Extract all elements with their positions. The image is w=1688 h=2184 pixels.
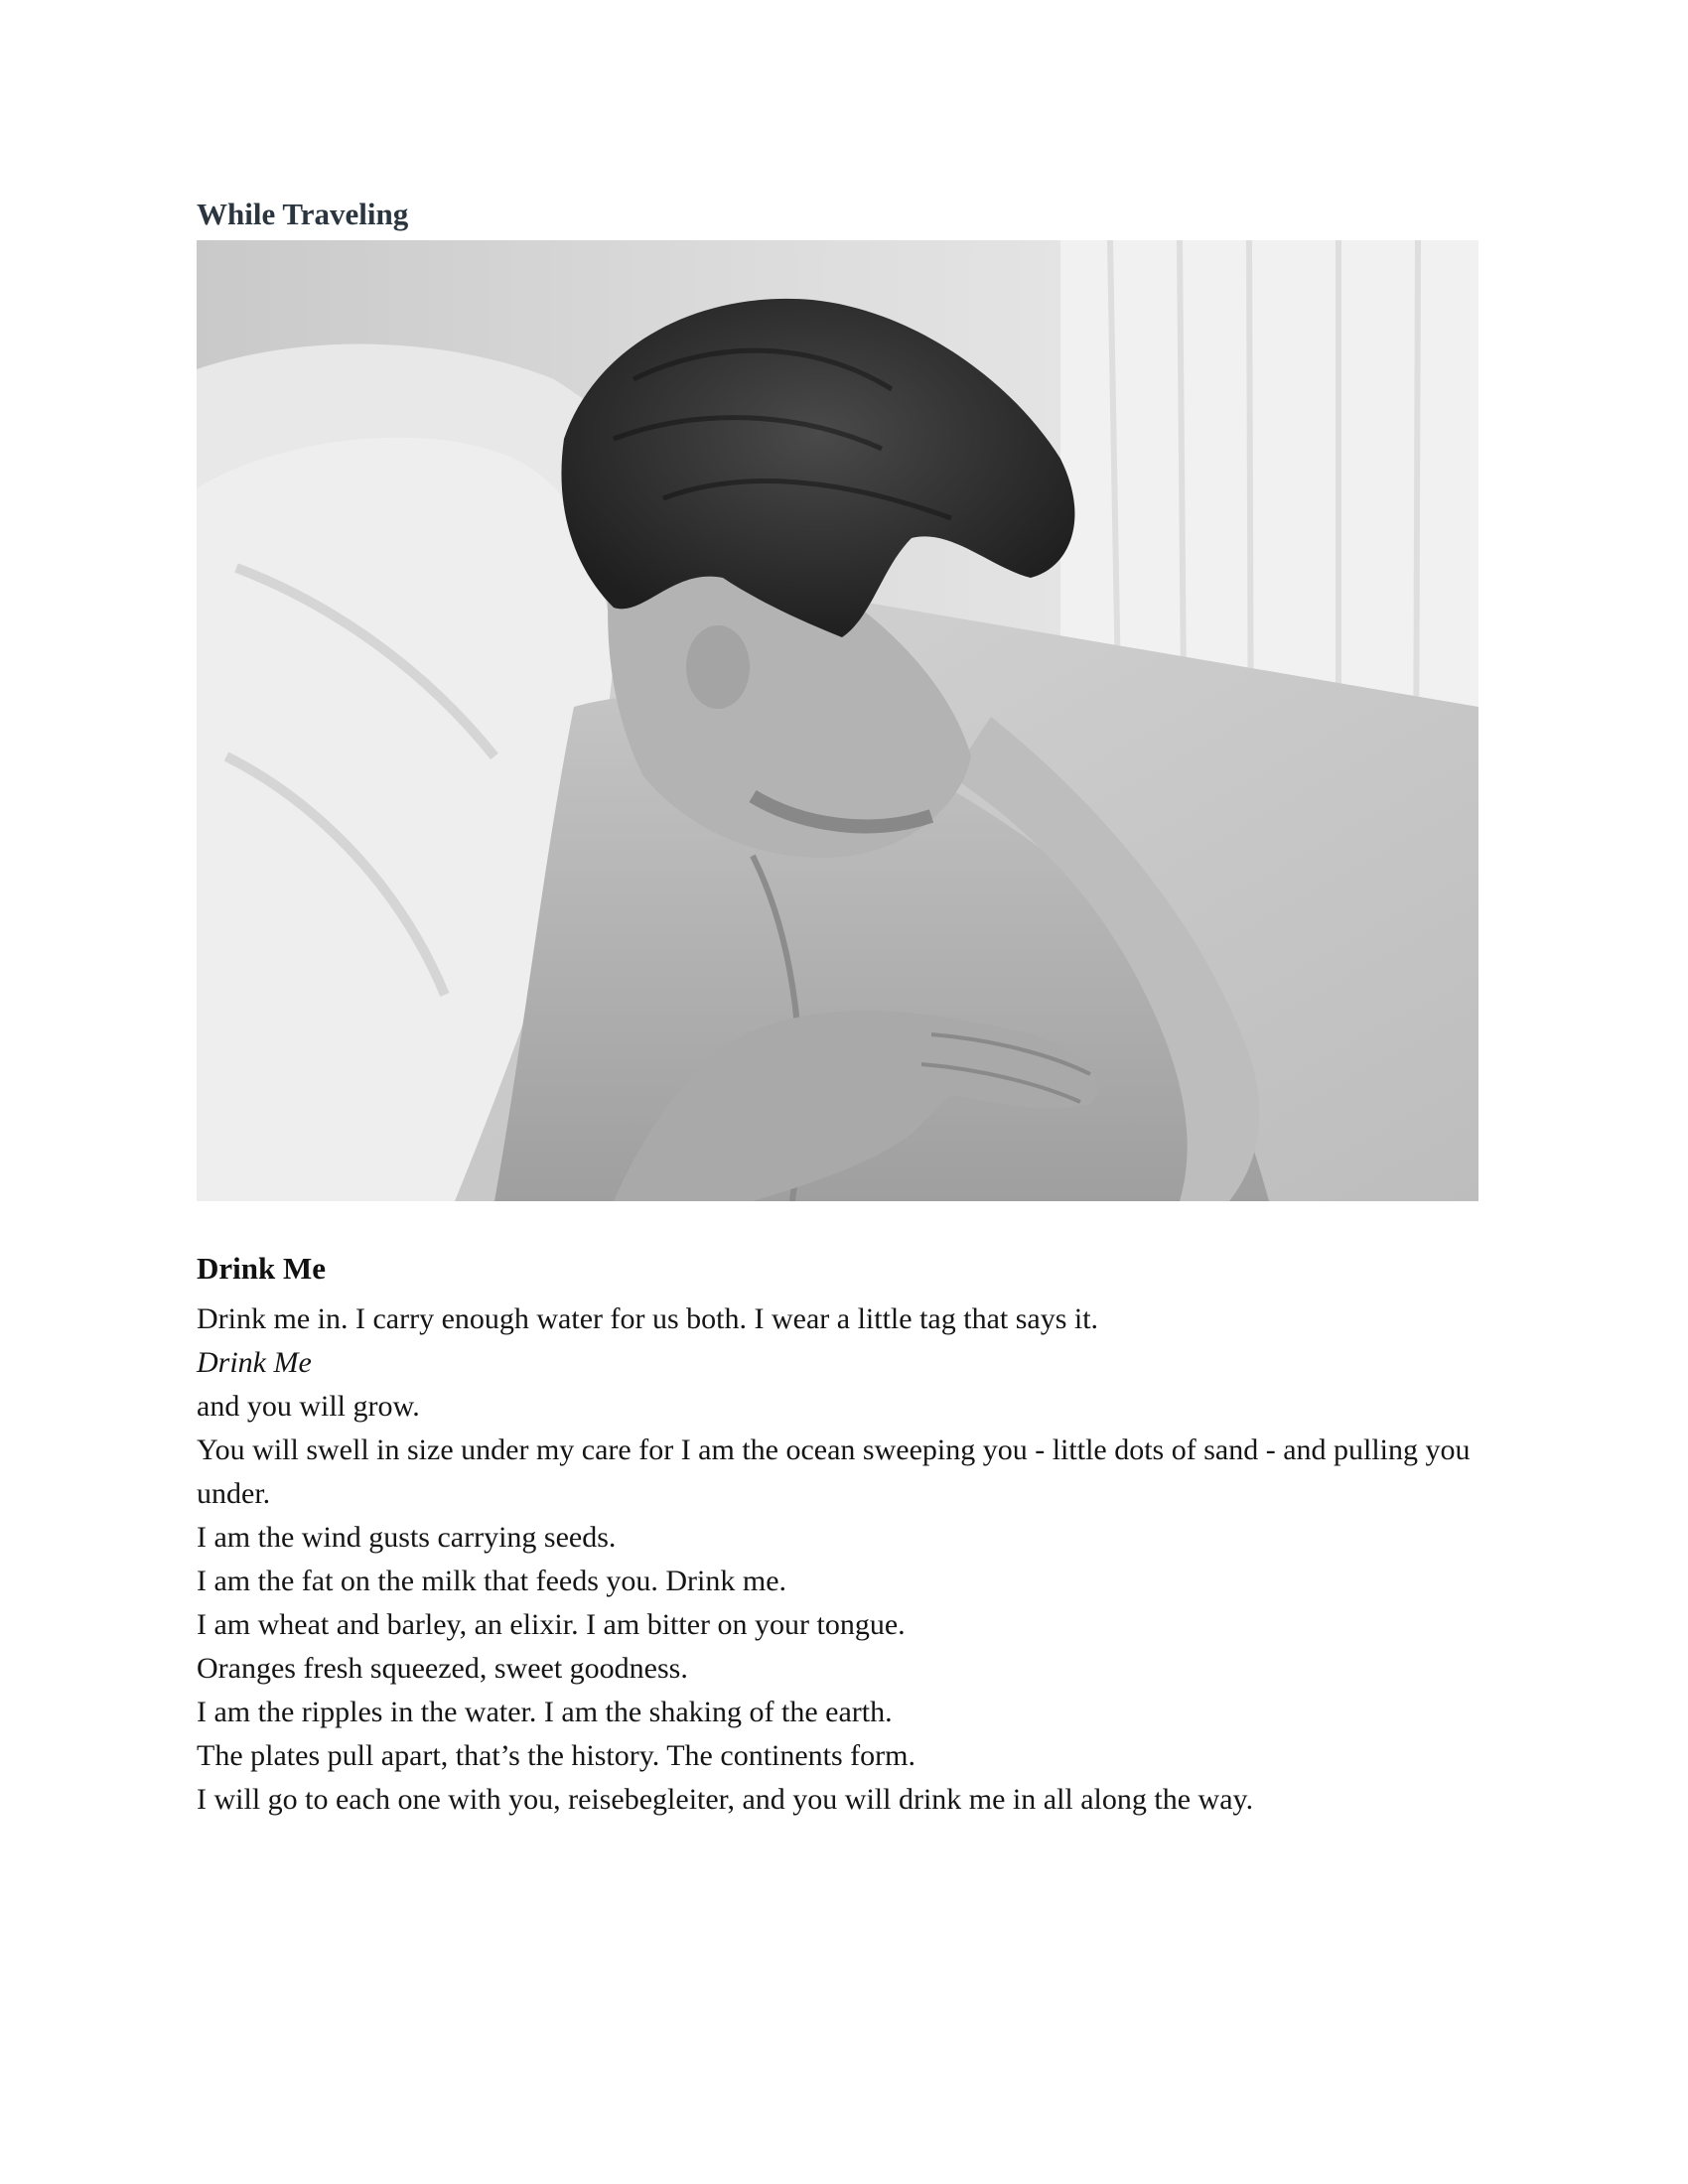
poem-line: I am the fat on the milk that feeds you. Drink me. xyxy=(197,1565,787,1597)
poem-line: I am the ripples in the water. I am the shaking of the earth. xyxy=(197,1696,893,1728)
poem-line: Oranges fresh squeezed, sweet goodness. xyxy=(197,1652,688,1685)
poem-line: I will go to each one with you, reisebegleiter, and you will drink me in all along the way. xyxy=(197,1783,1254,1816)
poem-line: I am the wind gusts carrying seeds. xyxy=(197,1521,617,1554)
poem-line: I am wheat and barley, an elixir. I am bitter on your tongue. xyxy=(197,1608,906,1641)
poem-title: Drink Me xyxy=(197,1251,327,1286)
section-title: While Traveling xyxy=(197,197,409,231)
photo xyxy=(197,240,1478,1201)
poem-line: The plates pull apart, that’s the history. The continents form. xyxy=(197,1739,915,1772)
poem xyxy=(197,1253,1487,1822)
poem-line: Drink Me xyxy=(197,1346,312,1379)
poem-line: and you will grow. xyxy=(197,1390,420,1423)
poem-lines xyxy=(197,1297,1487,1822)
poem-line: Drink me in. I carry enough water for us both. I wear a little tag that says it. xyxy=(197,1302,1099,1335)
poem-line: You will swell in size under my care for I am the ocean sweeping you - little dots of sand - and pulling you under. xyxy=(197,1433,1471,1510)
photo-image xyxy=(197,240,1478,1201)
